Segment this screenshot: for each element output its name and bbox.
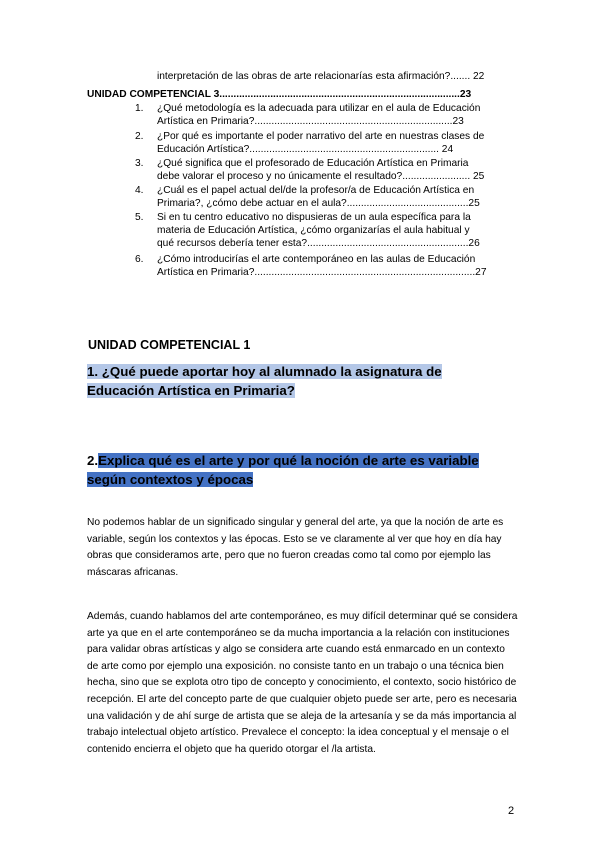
toc-item-line: ¿Por qué es importante el poder narrativo del arte en nuestras clases de [157,131,485,142]
question-2-number: 2. [87,453,99,468]
toc-item-line: Primaria?, ¿cómo debe actuar en el aula?...........................................25 [157,198,480,210]
toc-item-line: ¿Cómo introducirías el arte contemporáneo en las aulas de Educación [157,254,476,265]
question-2-line-2: según contextos y épocas [87,472,254,487]
toc-continuation-text: interpretación de las obras de arte relacionarías esta afirmación?....... 22 [157,71,485,82]
toc-item-line: ¿Cuál es el papel actual del/de la profesor/a de Educación Artística en [157,185,475,196]
unit-heading: UNIDAD COMPETENCIAL 1 [88,338,251,352]
toc-item-line: Educación Artística?................................................................... 24 [157,144,454,156]
toc-item-line: Artística en Primaria?..............................................................................27 [157,267,487,279]
toc-item-number: 1. [135,103,144,114]
toc-item-number: 3. [135,158,144,169]
toc-item-number: 4. [135,185,144,196]
toc-unit-text: UNIDAD COMPETENCIAL 3.....................................................................................23 [87,89,472,100]
question-1-heading [87,362,517,400]
toc-item-line: Si en tu centro educativo no dispusieras de un aula específica para la [157,212,471,223]
toc-item-line: debe valorar el proceso y no únicamente el resultado?........................ 25 [157,171,485,183]
question-1-line-1: 1. ¿Qué puede aportar hoy al alumnado la asignatura de [87,364,442,379]
toc-item-number: 5. [135,212,144,223]
toc-continuation-line[interactable] [157,70,484,83]
toc-item-line: qué recursos debería tener esta?.........................................................26 [157,238,480,250]
toc-item-line: ¿Qué significa que el profesorado de Educación Artística en Primaria [157,158,469,169]
page-number: 2 [508,805,515,817]
toc-item-line: materia de Educación Artística, ¿cómo organizarías el aula habitual y [157,225,470,237]
toc-item-number: 6. [135,254,144,265]
paragraph-2: Además, cuando hablamos del arte contemporáneo, es muy difícil determinar qué se considera arte ya que en el arte contemporáneo se da mucha importancia a la relación con instituciones para validar obras artísticas y algo se considera arte cuando está enmarcado en un contexto de arte como por ejemplo una exposición. no consiste tanto en un trabajo o una técnica bien hecha, sino que se explota otro tipo de concepto y conocimiento, el contexto, socio histórico de recepción. El arte del concepto parte de que cualquier objeto puede ser arte, pero es necesaria una validación y de ahí surge de artista que se aleja de la artesanía y se da más importancia al trabajo intelectual objeto artístico. Prevalece el concepto: la idea conceptual y el mensaje o el contenido encierra el objeto que ha querido otorgar el /la artista. [87,611,518,755]
toc-unit-entry[interactable] [87,88,514,101]
toc-item-number: 2. [135,131,144,142]
question-1-line-2: Educación Artística en Primaria? [87,383,295,398]
toc-item-line: ¿Qué metodología es la adecuada para utilizar en el aula de Educación [157,103,481,114]
question-2-heading [87,451,517,489]
toc-item-line: Artística en Primaria?......................................................................23 [157,116,464,128]
paragraph-1: No podemos hablar de un significado singular y general del arte, ya que la noción de arte es variable, según los contextos y las épocas. Esto se ve claramente al ver que hoy en día hay obras que consideramos arte, pero que no fueron creadas como tal como por ejemplo las máscaras africanas. [87,517,504,578]
question-2-line-1: Explica qué es el arte y por qué la noción de arte es variable [98,453,479,468]
